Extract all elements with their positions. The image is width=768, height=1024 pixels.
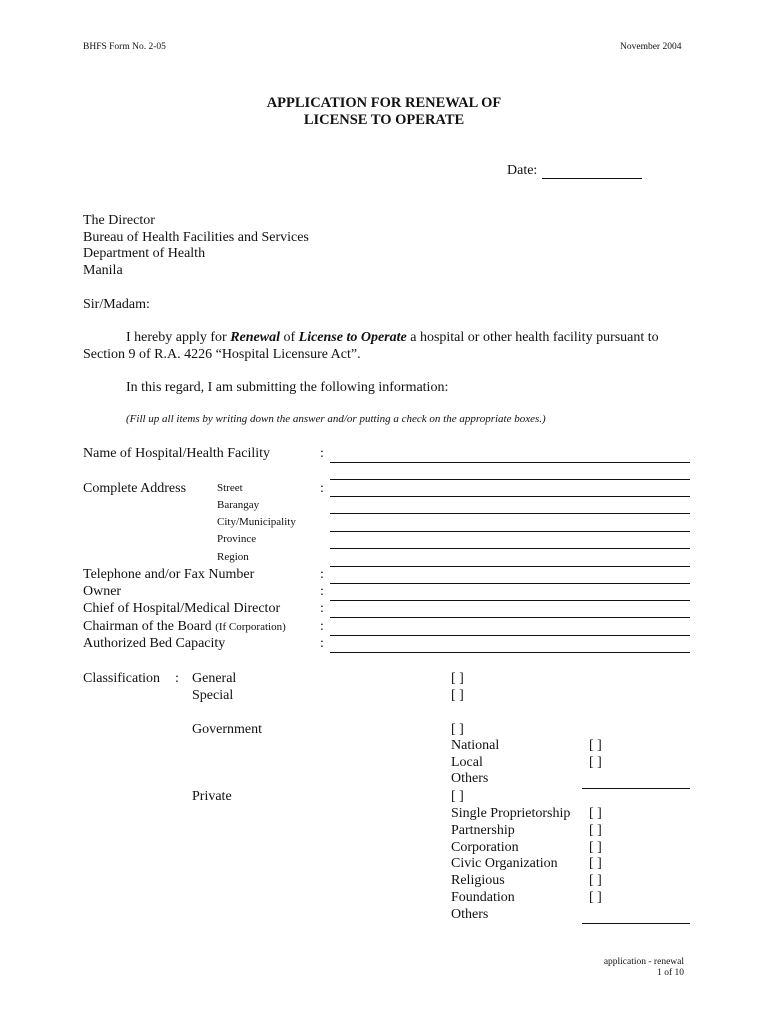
address-line[interactable]: [330, 479, 690, 480]
city-field[interactable]: [330, 531, 690, 532]
name-field[interactable]: [330, 462, 690, 463]
addressee-line: Manila: [83, 263, 123, 278]
body-paragraph-1-line-2: Section 9 of R.A. 4226 “Hospital Licensure Act”.: [83, 347, 361, 362]
government-checkbox[interactable]: [ ]: [451, 722, 464, 737]
addressee-line: Bureau of Health Facilities and Services: [83, 230, 309, 245]
salutation: Sir/Madam:: [83, 297, 150, 312]
city-label: City/Municipality: [217, 516, 296, 528]
civic-label: Civic Organization: [451, 856, 558, 871]
chairman-label: Chairman of the Board (If Corporation): [83, 619, 286, 634]
priv-others-label: Others: [451, 907, 489, 922]
title-line-2: LICENSE TO OPERATE: [303, 112, 465, 128]
province-label: Province: [217, 533, 257, 545]
colon: :: [320, 481, 324, 496]
priv-others-field[interactable]: [582, 923, 690, 924]
national-label: National: [451, 738, 500, 753]
colon: :: [175, 671, 179, 686]
local-checkbox[interactable]: [ ]: [589, 755, 602, 770]
special-checkbox[interactable]: [ ]: [451, 688, 464, 703]
private-label: Private: [192, 789, 232, 804]
barangay-field[interactable]: [330, 513, 690, 514]
single-label: Single Proprietorship: [451, 806, 571, 821]
colon: :: [320, 446, 324, 461]
government-label: Government: [192, 722, 262, 737]
chief-label: Chief of Hospital/Medical Director: [83, 601, 281, 616]
addressee-line: Department of Health: [83, 246, 206, 261]
address-label: Complete Address: [83, 481, 187, 496]
body-paragraph-1: I hereby apply for Renewal of License to Operate a hospital or other health facility pursuant to: [126, 330, 659, 345]
region-field[interactable]: [330, 566, 690, 567]
addressee-line: The Director: [83, 213, 155, 228]
colon: :: [320, 584, 324, 599]
colon: :: [320, 601, 324, 616]
colon: :: [320, 567, 324, 582]
title-line-1: APPLICATION FOR RENEWAL OF: [266, 95, 502, 111]
footer-page: 1 of 10: [657, 968, 684, 978]
national-checkbox[interactable]: [ ]: [589, 738, 602, 753]
classification-label: Classification: [83, 671, 160, 686]
partnership-checkbox[interactable]: [ ]: [589, 823, 602, 838]
form-number: BHFS Form No. 2-05: [83, 42, 166, 52]
beds-field[interactable]: [330, 652, 690, 653]
street-field[interactable]: [330, 496, 690, 497]
date-field[interactable]: [542, 178, 642, 179]
religious-label: Religious: [451, 873, 505, 888]
owner-label: Owner: [83, 584, 122, 599]
region-label: Region: [217, 551, 249, 563]
civic-checkbox[interactable]: [ ]: [589, 856, 602, 871]
colon: :: [320, 619, 324, 634]
street-label: Street: [217, 482, 243, 494]
corporation-label: Corporation: [451, 840, 519, 855]
colon: :: [320, 636, 324, 651]
chairman-field[interactable]: [330, 635, 690, 636]
private-checkbox[interactable]: [ ]: [451, 789, 464, 804]
name-label: Name of Hospital/Health Facility: [83, 446, 271, 461]
corporation-checkbox[interactable]: [ ]: [589, 840, 602, 855]
chief-field[interactable]: [330, 617, 690, 618]
foundation-checkbox[interactable]: [ ]: [589, 890, 602, 905]
body-paragraph-2: In this regard, I am submitting the following information:: [126, 380, 449, 395]
telephone-field[interactable]: [330, 583, 690, 584]
religious-checkbox[interactable]: [ ]: [589, 873, 602, 888]
footer-doc: application - renewal: [603, 957, 684, 967]
special-label: Special: [192, 688, 234, 703]
gov-others-label: Others: [451, 771, 489, 786]
general-label: General: [192, 671, 237, 686]
local-label: Local: [451, 755, 483, 770]
beds-label: Authorized Bed Capacity: [83, 636, 226, 651]
form-date: November 2004: [620, 42, 682, 52]
foundation-label: Foundation: [451, 890, 515, 905]
barangay-label: Barangay: [217, 499, 260, 511]
instruction-text: (Fill up all items by writing down the answer and/or putting a check on the appropriate boxes.): [126, 413, 546, 425]
partnership-label: Partnership: [451, 823, 515, 838]
gov-others-field[interactable]: [582, 788, 690, 789]
single-checkbox[interactable]: [ ]: [589, 806, 602, 821]
owner-field[interactable]: [330, 600, 690, 601]
telephone-label: Telephone and/or Fax Number: [83, 567, 255, 582]
province-field[interactable]: [330, 548, 690, 549]
general-checkbox[interactable]: [ ]: [451, 671, 464, 686]
date-label: Date:: [507, 163, 538, 178]
